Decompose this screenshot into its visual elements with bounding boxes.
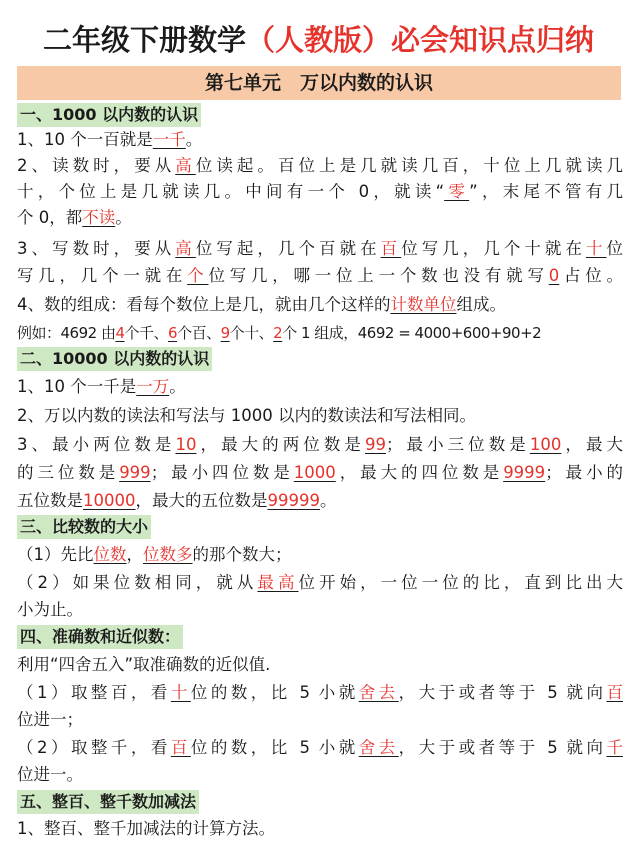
fill-in-answer: 0 bbox=[548, 266, 560, 285]
fill-in-answer: 999 bbox=[119, 463, 151, 482]
text-segment: 的三位数是 bbox=[17, 463, 120, 482]
text-line bbox=[17, 652, 623, 678]
text-segment: 1、10 个一百就是 bbox=[17, 130, 153, 149]
fill-in-answer: 10 bbox=[175, 435, 197, 454]
text-line bbox=[17, 374, 623, 400]
text-segment: 位写起，几个百就在 bbox=[195, 239, 381, 258]
text-segment: 位的数，比 5 小就 bbox=[190, 738, 359, 757]
fill-in-answer: 高 bbox=[175, 239, 196, 258]
text-line bbox=[17, 460, 623, 486]
text-segment: 十，个位上是几就读几。中间有一个 0，就读“ bbox=[17, 182, 445, 201]
fill-in-answer: 1000 bbox=[293, 463, 336, 482]
text-line bbox=[17, 488, 623, 514]
text-segment: ，最大的五位数是 bbox=[135, 491, 268, 510]
text-segment: 3、写数时，要从 bbox=[17, 239, 176, 258]
section-heading: 四、准确数和近似数： bbox=[17, 625, 183, 649]
fill-in-answer: 个 bbox=[187, 266, 209, 285]
fill-in-answer: 一万 bbox=[136, 377, 170, 396]
text-line bbox=[17, 570, 623, 596]
text-segment: 占位。 bbox=[559, 266, 624, 285]
text-segment: 位写几，几个十就在 bbox=[401, 239, 586, 258]
text-segment: （2）取整千，看 bbox=[17, 738, 171, 757]
text-segment: 2、读数时，要从 bbox=[17, 156, 176, 175]
fill-in-answer: 9 bbox=[220, 324, 230, 342]
text-segment: 个 1 组成，4692 = 4000+600+90+2 bbox=[282, 324, 542, 342]
text-segment: 个百、 bbox=[177, 324, 221, 342]
text-line bbox=[17, 432, 623, 458]
fill-in-answer: 千 bbox=[606, 738, 623, 757]
fill-in-answer: 位数多 bbox=[143, 545, 193, 564]
fill-in-answer: 2 bbox=[273, 324, 283, 342]
text-line bbox=[17, 542, 623, 568]
text-line bbox=[17, 680, 623, 706]
fill-in-answer: 计数单位 bbox=[390, 295, 457, 314]
text-segment: ，最大 bbox=[561, 435, 624, 454]
text-segment: （2）如果位数相同，就从 bbox=[17, 573, 258, 592]
text-segment: 个十、 bbox=[229, 324, 274, 342]
fill-in-answer: 9999 bbox=[503, 463, 546, 482]
page-title bbox=[0, 18, 637, 59]
fill-in-answer: 百 bbox=[170, 738, 191, 757]
fill-in-answer: 十 bbox=[586, 239, 607, 258]
fill-in-answer: 100 bbox=[529, 435, 562, 454]
unit-banner: 第七单元 万以内数的认识 bbox=[17, 66, 621, 100]
text-line bbox=[17, 816, 623, 842]
text-segment: 个千、 bbox=[124, 324, 169, 342]
text-segment: ；最小四位数是 bbox=[150, 463, 294, 482]
text-segment: 。 bbox=[169, 377, 186, 396]
text-segment: 个 0，都 bbox=[17, 208, 83, 227]
section-heading: 五、整百、整千数加减法 bbox=[17, 790, 199, 814]
fill-in-answer: 最高 bbox=[257, 573, 299, 592]
title-prefix: 二年级下册数学 bbox=[42, 23, 246, 57]
text-segment: 4、数的组成：看每个数位上是几，就由几个这样的 bbox=[17, 295, 391, 314]
text-line bbox=[17, 127, 623, 153]
text-segment: 位读起。百位上是几就读几百，十位上几就读几 bbox=[195, 156, 624, 175]
text-line bbox=[17, 292, 623, 318]
text-line bbox=[17, 762, 623, 788]
text-line bbox=[17, 403, 623, 429]
fill-in-answer: 99999 bbox=[267, 491, 320, 510]
fill-in-answer: 零 bbox=[444, 182, 470, 201]
text-segment: 位的数，比 5 小就 bbox=[190, 683, 359, 702]
text-line bbox=[17, 597, 623, 623]
fill-in-answer: 一千 bbox=[152, 130, 186, 149]
fill-in-answer: 百 bbox=[380, 239, 402, 258]
text-line bbox=[17, 236, 623, 262]
text-segment: 1、10 个一千是 bbox=[17, 377, 137, 396]
text-segment: 。 bbox=[185, 130, 203, 149]
text-segment: ，最大的两位数是 bbox=[196, 435, 365, 454]
text-segment: 的那个数大； bbox=[192, 545, 292, 564]
fill-in-answer: 位数 bbox=[93, 545, 127, 564]
text-segment: 1、整百、整千加减法的计算方法。 bbox=[17, 819, 275, 838]
section-heading: 二、10000 以内数的认识 bbox=[17, 347, 212, 371]
text-segment: 位 bbox=[606, 239, 624, 258]
title-suffix: 必会知识点归纳 bbox=[391, 23, 595, 57]
text-segment: ，最大的四位数是 bbox=[335, 463, 504, 482]
text-line bbox=[17, 320, 623, 346]
text-segment: 3、最小两位数是 bbox=[17, 435, 176, 454]
text-segment: 位写几，哪一位上一个数也没有就写 bbox=[208, 266, 549, 285]
text-line bbox=[17, 153, 623, 179]
text-segment: ，大于或者等于 5 就向 bbox=[398, 683, 607, 702]
fill-in-answer: 4 bbox=[115, 324, 125, 342]
text-segment: 例如：4692 由 bbox=[17, 324, 116, 342]
fill-in-answer: 舍去 bbox=[358, 738, 399, 757]
text-segment: 写几，几个一就在 bbox=[17, 266, 188, 285]
title-edition: （人教版） bbox=[245, 23, 391, 57]
text-segment: 五位数是 bbox=[17, 491, 83, 510]
fill-in-answer: 6 bbox=[168, 324, 178, 342]
text-segment: ， bbox=[126, 545, 143, 564]
text-segment: 。 bbox=[115, 208, 132, 227]
text-segment: 位进一。 bbox=[17, 765, 83, 784]
text-segment: 小为止。 bbox=[17, 600, 83, 619]
section-heading: 一、1000 以内数的认识 bbox=[17, 103, 201, 127]
fill-in-answer: 百 bbox=[606, 683, 623, 702]
text-line bbox=[17, 179, 623, 205]
text-segment: （1）取整百，看 bbox=[17, 683, 171, 702]
text-segment: 位进一； bbox=[17, 710, 83, 729]
text-segment: ；最小三位数是 bbox=[385, 435, 530, 454]
text-segment: （1）先比 bbox=[17, 545, 94, 564]
text-line bbox=[17, 707, 623, 733]
text-segment: ；最小的 bbox=[545, 463, 623, 482]
fill-in-answer: 高 bbox=[175, 156, 196, 175]
text-line bbox=[17, 735, 623, 761]
fill-in-answer: 99 bbox=[364, 435, 386, 454]
text-segment: 组成。 bbox=[456, 295, 506, 314]
text-segment: 位开始，一位一位的比，直到比出大 bbox=[298, 573, 624, 592]
text-segment: ”，末尾不管有几 bbox=[469, 182, 623, 201]
fill-in-answer: 不读 bbox=[82, 208, 116, 227]
text-segment: 。 bbox=[320, 491, 337, 510]
text-segment: 利用“四舍五入”取准确数的近似值. bbox=[17, 655, 271, 674]
text-line bbox=[17, 263, 623, 289]
text-segment: ，大于或者等于 5 就向 bbox=[398, 738, 607, 757]
fill-in-answer: 十 bbox=[170, 683, 191, 702]
fill-in-answer: 10000 bbox=[83, 491, 136, 510]
text-segment: 2、万以内数的读法和写法与 1000 以内的数读法和写法相同。 bbox=[17, 406, 476, 425]
fill-in-answer: 舍去 bbox=[358, 683, 399, 702]
section-heading: 三、比较数的大小 bbox=[17, 515, 151, 539]
text-line bbox=[17, 205, 623, 231]
